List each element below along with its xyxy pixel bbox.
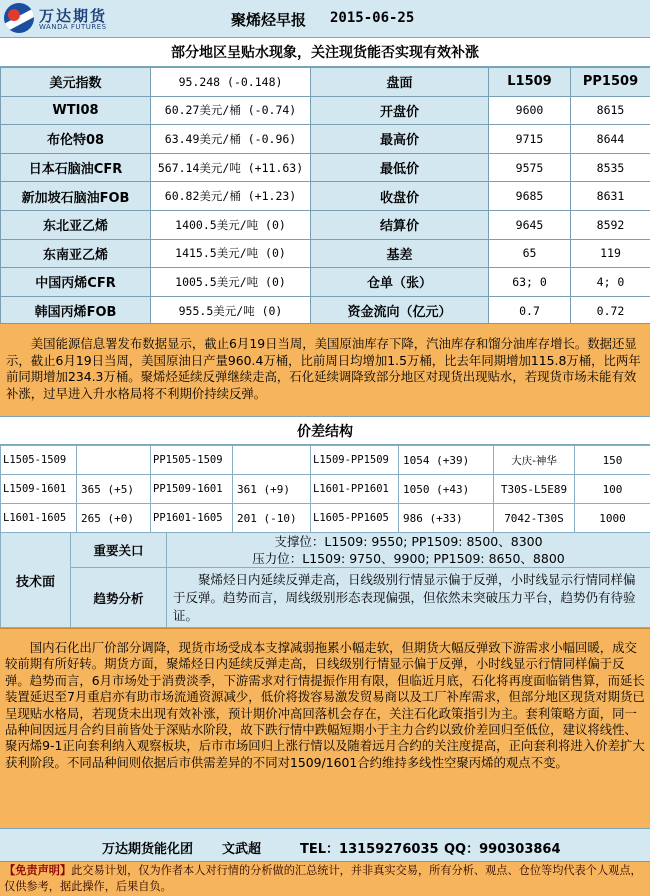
spread-value: 1000 [575,504,650,533]
table-row [1,504,650,533]
indicator-label: WTI08 [1,96,151,125]
contact-phone: TEL：13159276035 [300,842,439,857]
spread-value: 100 [575,475,650,504]
spread-pair: 7042-T30S [494,504,575,533]
quote-l1509: 63; 0 [489,268,571,297]
table-row [1,568,650,628]
indicator-label: 新加坡石脑油FOB [1,182,151,211]
quote-label: 仓单（张） [311,268,489,297]
resistance-levels: 压力位：L1509: 9750、9900; PP1509: 8650、8800 [252,551,565,566]
spread-section-title: 价差结构 [0,416,650,445]
indicator-value: 63.49美元/桶 (-0.96) [151,125,311,154]
indicator-label: 韩国丙烯FOB [1,296,151,325]
quote-label: 最高价 [311,125,489,154]
indicator-label: 东南亚乙烯 [1,239,151,268]
trend-label: 趋势分析 [71,568,167,628]
team-name: 万达期货能化团 [102,842,194,857]
spread-value: 986 (+33) [399,504,494,533]
contact-qq: QQ：990303864 [444,842,561,857]
quote-pp1509: 8644 [571,125,650,154]
technical-table [0,532,650,628]
indicator-label: 东北亚乙烯 [1,210,151,239]
disclaimer-text: 此交易计划，仅为作者本人对行情的分析做的汇总统计，并非真实交易，所有分析、观点、仓位等均代表个人观点，仅供参考，据此操作，后果自负。 [4,864,642,893]
trend-analysis: 聚烯烃日内延续反弹走高，日线级别行情显示偏于反弹，小时线显示行情同样偏于反弹。趋势而言，周线级别形态表现偏强，但依然未突破压力平台，趋势仍有待验证。 [167,568,650,628]
indicator-value: 1400.5美元/吨 (0) [151,210,311,239]
quote-l1509: 9645 [489,210,571,239]
spread-pair: PP1505-1509 [151,446,233,475]
table-row [1,68,650,97]
logo-mark-icon [4,3,34,33]
quote-label: 最低价 [311,153,489,182]
disclaimer-heading: 【免责声明】 [4,864,72,877]
spread-pair: L1505-1509 [1,446,77,475]
spread-value: 201 (-10) [233,504,311,533]
table-row [1,125,650,154]
quote-pp1509: 8615 [571,96,650,125]
spread-pair: L1509-1601 [1,475,77,504]
quote-l1509: 9715 [489,125,571,154]
indicator-value: 60.82美元/桶 (+1.23) [151,182,311,211]
spread-value [77,446,151,475]
indicator-value: 1415.5美元/吨 (0) [151,239,311,268]
quote-l1509: 65 [489,239,571,268]
contact-bar [0,828,650,861]
spread-pair: 大庆-神华 [494,446,575,475]
spread-pair: PP1509-1601 [151,475,233,504]
indicator-label: 中国丙烯CFR [1,268,151,297]
market-table [0,67,650,325]
indicator-value: 567.14美元/吨 (+11.63) [151,153,311,182]
spread-value: 1054 (+39) [399,446,494,475]
table-row [1,296,650,325]
quote-pp1509: 0.72 [571,296,650,325]
spread-pair: L1605-PP1605 [311,504,399,533]
quote-l1509: 9685 [489,182,571,211]
spread-value [233,446,311,475]
report-date: 2015-06-25 [330,10,415,26]
spread-pair: PP1601-1605 [151,504,233,533]
quote-l1509: 9600 [489,96,571,125]
indicator-label: 布伦特08 [1,125,151,154]
support-levels: 支撑位：L1509: 9550; PP1509: 8500、8300 [274,534,543,549]
report-title: 聚烯烃早报 [231,11,307,29]
disclaimer [0,861,650,896]
table-row [1,446,650,475]
quote-pp1509: 8592 [571,210,650,239]
spread-pair: L1509-PP1509 [311,446,399,475]
table-row [1,475,650,504]
spread-pair: L1601-1605 [1,504,77,533]
table-row [1,182,650,211]
table-row [1,96,650,125]
spread-pair: L1601-PP1601 [311,475,399,504]
market-summary: 美国能源信息署发布数据显示，截止6月19日当周，美国原油库存下降，汽油库存和馏分油库存增长。数据还显示，截止6月19日当周，美国原油日产量960.4万桶，比前周日均增加1.5万桶，比去年同期增加115.8万桶，比两年前同期增加234.3万桶。聚烯烃延续反弹继续走高，石化延续调降致部分地区对现货出现贴水，若现货市场未能有效补涨，过早进入升水格局将不利期价持续反弹。 [0,323,650,416]
headline: 部分地区呈贴水现象，关注现货能否实现有效补涨 [0,38,650,67]
technical-label: 技术面 [1,533,71,628]
indicator-value: 60.27美元/桶 (-0.74) [151,96,311,125]
quote-l1509: 0.7 [489,296,571,325]
quote-pp1509: 4; 0 [571,268,650,297]
quote-pp1509: 119 [571,239,650,268]
quote-header-label: 盘面 [311,68,489,97]
logo-text-cn: 万达期货 [39,7,108,25]
company-logo [4,3,124,35]
table-row [1,533,650,568]
quote-l1509: 9575 [489,153,571,182]
quote-label: 收盘价 [311,182,489,211]
key-levels-label: 重要关口 [71,533,167,568]
indicator-value: 1005.5美元/吨 (0) [151,268,311,297]
spread-value: 150 [575,446,650,475]
spread-pair: T30S-L5E89 [494,475,575,504]
key-levels [167,533,650,568]
quote-label: 基差 [311,239,489,268]
analyst-name: 文武超 [222,842,262,857]
quote-pp1509: 8631 [571,182,650,211]
spread-table [0,445,650,533]
spread-value: 365 (+5) [77,475,151,504]
quote-label: 结算价 [311,210,489,239]
logo-text-en: WANDA FUTURES [39,23,107,31]
indicator-value: 95.248 (-0.148) [151,68,311,97]
quote-label: 资金流向（亿元） [311,296,489,325]
quote-header-pp1509: PP1509 [571,68,650,97]
table-row [1,268,650,297]
quote-header-l1509: L1509 [489,68,571,97]
table-row [1,239,650,268]
indicator-value: 955.5美元/吨 (0) [151,296,311,325]
spread-value: 265 (+0) [77,504,151,533]
report-header [0,0,650,38]
table-row [1,153,650,182]
indicator-label: 美元指数 [1,68,151,97]
table-row [1,210,650,239]
spread-value: 1050 (+43) [399,475,494,504]
indicator-label: 日本石脑油CFR [1,153,151,182]
spread-value: 361 (+9) [233,475,311,504]
market-analysis: 国内石化出厂价部分调降，现货市场受成本支撑减弱拖累小幅走软，但期货大幅反弹致下游需求小幅回暖，成交较前期有所好转。期货方面，聚烯烃日内延续反弹走高，日线级别行情显示偏于反弹，小时线显示行情同样偏于反弹。趋势而言，6月市场处于消费淡季，下游需求对行情提振作用有限，但临近月底，石化将再度面临销售算，而延长装置延迟至7月重启亦有助市场流通资源减少，低价将拨容易激发贸易商以及工厂补库需求，但部分地区现货对期货已呈现贴水格局，若现货未出现有效补涨，预计期价冲高回落机会存在，关注石化政策指引为主。套利策略方面，同一品种间因远月合约目前皆处于深贴水阶段，故下跌行情中跌幅短期小于主力合约以致价差回归至低位，建议将线性、聚丙烯9-1正向套利纳入观察板块，后市市场回归上涨行情以及随着远月合约的关注度提高，正向套利将进入价差扩大获利阶段。不同品种间则依据后市供需差异的不同对1509/1601合约维持多线性空聚丙烯的观点不变。 [0,628,650,828]
quote-pp1509: 8535 [571,153,650,182]
quote-label: 开盘价 [311,96,489,125]
